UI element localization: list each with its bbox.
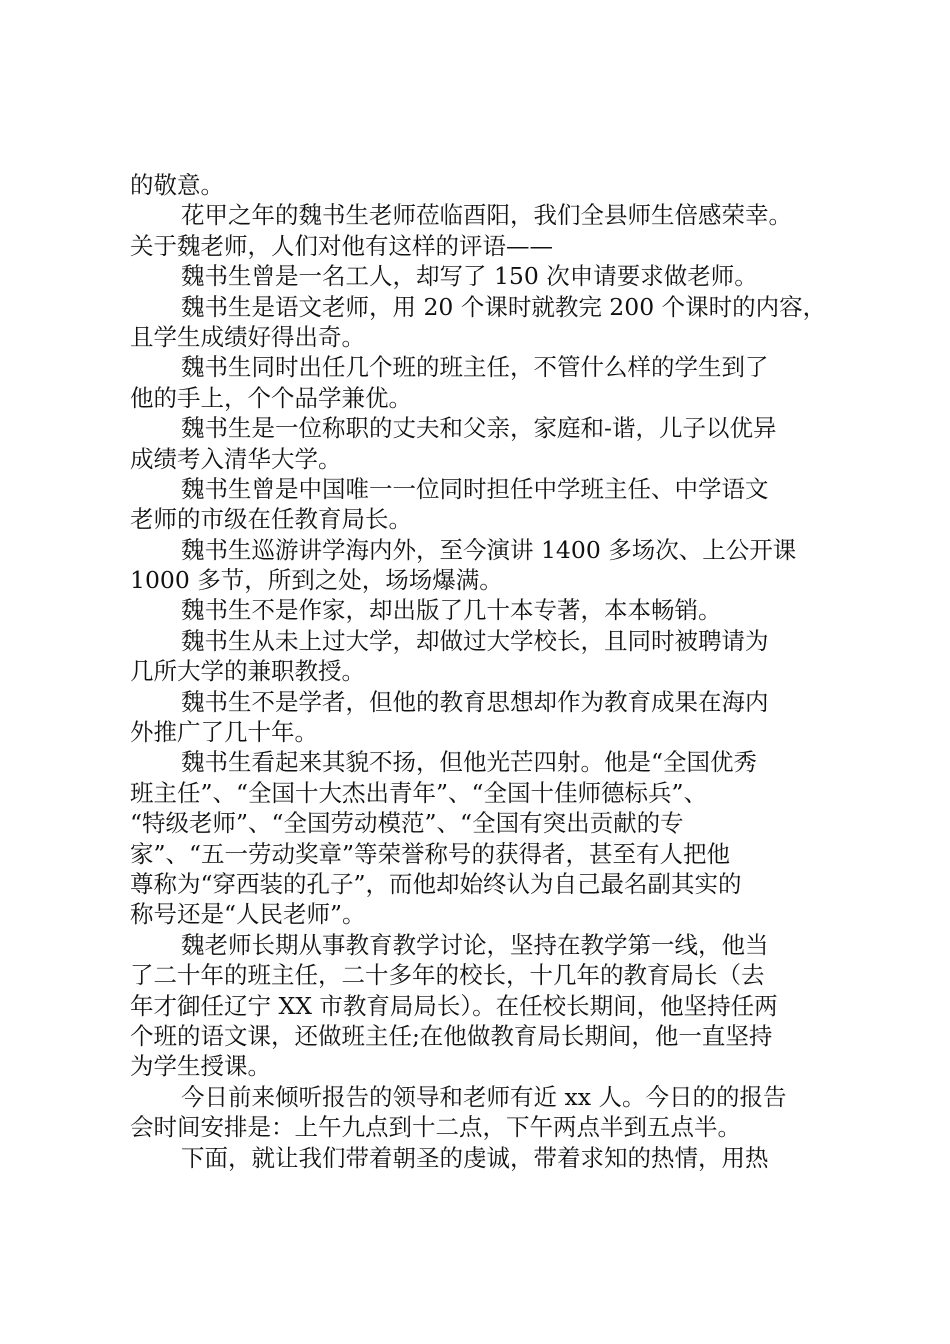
text-line: 魏老师长期从事教育教学讨论，坚持在教学第一线，他当 — [181, 930, 769, 959]
text-line: 个班的语文课，还做班主任;在他做教育局长期间，他一直坚持 — [130, 1021, 773, 1050]
text-line: 魏书生曾是中国唯一一位同时担任中学班主任、中学语文 — [181, 474, 769, 503]
text-line: 会时间安排是：上午九点到十二点，下午两点半到五点半。 — [130, 1113, 741, 1142]
text-line: 魏书生不是作家，却出版了几十本专著，本本畅销。 — [181, 596, 722, 625]
text-line: 老师的市级在任教育局长。 — [130, 505, 412, 534]
text-line: 班主任”、“全国十大杰出青年”、“全国十佳师德标兵”、 — [130, 778, 708, 807]
text-line: 的敬意。 — [130, 171, 224, 199]
text-line: 1000 多节，所到之处，场场爆满。 — [130, 566, 503, 595]
text-line: 了二十年的班主任，二十多年的校长，十几年的教育局长（去 — [130, 961, 765, 990]
text-line: 为学生授课。 — [130, 1052, 271, 1081]
text-line: 今日前来倾听报告的领导和老师有近 xx 人。今日的的报告 — [181, 1082, 787, 1111]
text-line: 且学生成绩好得出奇。 — [130, 322, 365, 351]
text-line: 魏书生从未上过大学，却做过大学校长，且同时被聘请为 — [181, 626, 769, 655]
text-line: 尊称为“穿西装的孔子”，而他却始终认为自己最名副其实的 — [130, 869, 742, 898]
text-line: 成绩考入清华大学。 — [130, 444, 342, 473]
text-line: 下面，就让我们带着朝圣的虔诚，带着求知的热情，用热 — [181, 1143, 769, 1172]
text-line: 魏书生巡游讲学海内外，至今演讲 1400 多场次、上公开课 — [181, 535, 797, 564]
text-line: 魏书生看起来其貌不扬，但他光芒四射。他是“全国优秀 — [181, 748, 758, 777]
text-line: 年才御任辽宁 XX 市教育局局长）。在任校长期间，他坚持任两 — [130, 991, 778, 1020]
document-body — [130, 170, 830, 1173]
text-line: 魏书生是语文老师，用 20 个课时就教完 200 个课时的内容， — [181, 292, 827, 321]
text-line: 称号还是“人民老师”。 — [130, 900, 366, 929]
text-line: 他的手上，个个品学兼优。 — [130, 383, 412, 412]
text-line: 魏书生同时出任几个班的班主任，不管什么样的学生到了 — [181, 353, 769, 382]
text-line: 家”、“五一劳动奖章”等荣誉称号的获得者，甚至有人把他 — [130, 839, 731, 868]
text-line: 外推广了几十年。 — [130, 718, 318, 747]
text-line: 魏书生不是学者，但他的教育思想却作为教育成果在海内 — [181, 687, 769, 716]
text-line: 花甲之年的魏书生老师莅临酉阳，我们全县师生倍感荣幸。 — [181, 201, 792, 230]
text-line: 魏书生是一位称职的丈夫和父亲，家庭和-谐，儿子以优异 — [181, 414, 777, 443]
text-line: 关于魏老师，人们对他有这样的评语—— — [130, 231, 553, 260]
text-line: 几所大学的兼职教授。 — [130, 657, 365, 686]
text-line: 魏书生曾是一名工人，却写了 150 次申请要求做老师。 — [181, 262, 758, 291]
text-line: “特级老师”、“全国劳动模范”、“全国有突出贡献的专 — [130, 809, 684, 838]
